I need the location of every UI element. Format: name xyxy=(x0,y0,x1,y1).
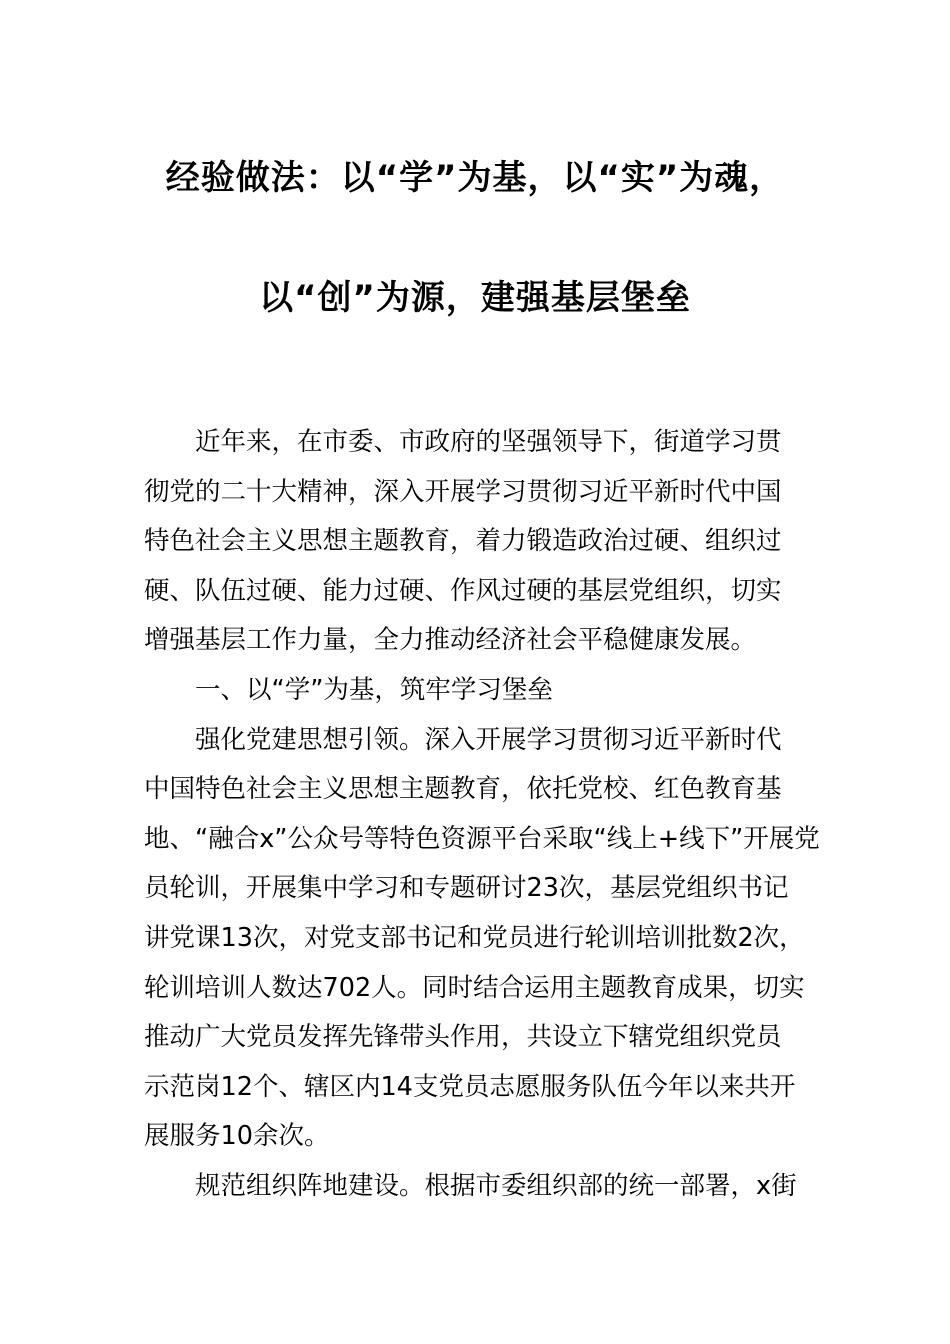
document-line: 员轮训，开展集中学习和专题研讨23次，基层党组织书记 xyxy=(144,873,789,904)
document-line: 强化党建思想引领。深入开展学习贯彻习近平新时代 xyxy=(195,724,782,755)
document-body xyxy=(144,418,834,1212)
document-line: 推动广大党员发挥先锋带头作用，共设立下辖党组织党员 xyxy=(144,1022,782,1053)
document-line: 示范岗12个、辖区内14支党员志愿服务队伍今年以来共开 xyxy=(144,1071,796,1102)
document-title-line-1: 经验做法：以“学”为基，以“实”为魂， xyxy=(165,158,785,198)
document-line: 一、以“学”为基，筑牢学习堡垒 xyxy=(195,674,553,705)
document-line: 展服务10余次。 xyxy=(144,1121,330,1152)
document-line: 轮训培训人数达702人。同时结合运用主题教育成果，切实 xyxy=(144,972,805,1003)
document-line: 规范组织阵地建设。根据市委组织部的统一部署，x街 xyxy=(195,1170,797,1201)
document-line: 地、“融合x”公众号等特色资源平台采取“线上+线下”开展党 xyxy=(144,823,820,854)
document-title-line-2: 以“创”为源，建强基层堡垒 xyxy=(259,278,691,318)
document-line: 中国特色社会主义思想主题教育，依托党校、红色教育基 xyxy=(144,774,782,805)
document-line: 近年来，在市委、市政府的坚强领导下，街道学习贯 xyxy=(195,427,782,457)
document-line: 硬、队伍过硬、能力过硬、作风过硬的基层党组织，切实 xyxy=(144,575,782,606)
document-line: 彻党的二十大精神，深入开展学习贯彻习近平新时代中国 xyxy=(144,476,782,507)
document-line: 增强基层工作力量，全力推动经济社会平稳健康发展。 xyxy=(144,625,757,656)
document-line: 讲党课13次，对党支部书记和党员进行轮训培训批数2次， xyxy=(144,922,805,953)
document-line: 特色社会主义思想主题教育，着力锻造政治过硬、组织过 xyxy=(144,526,782,557)
